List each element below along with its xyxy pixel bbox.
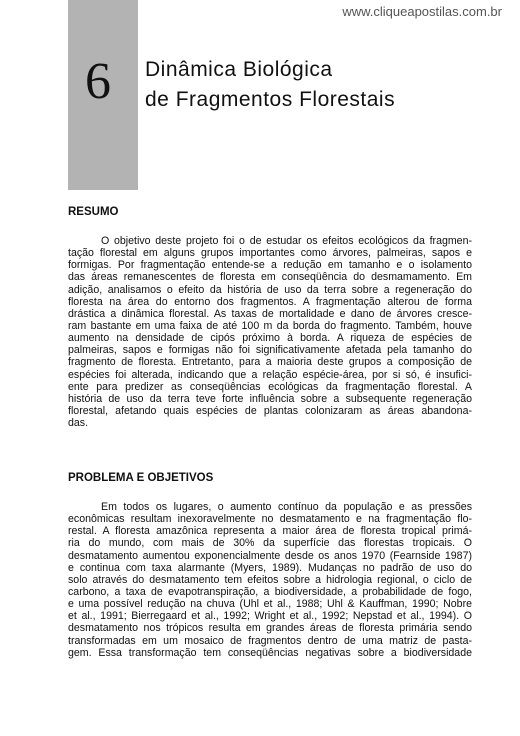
text-line: et al., 1991; Bierregaard et al., 1992; Wright et al., 1992; Nepstad et al., 1994). O [68,610,472,623]
text-line: das áreas remanescentes de floresta em conseqüência do desmamamento. Em [68,271,472,284]
text-line: e continua com taxa alarmante (Myers, 1989). Mudanças no padrão de uso do [68,561,472,574]
text-line: drástica a dinâmica florestal. As taxas de mortalidade e dano de árvores cresce- [68,307,472,320]
problema-paragraph [68,501,472,659]
text-line: palmeiras, sapos e formigas não foi significativamente afetada pela tamanho do [68,344,472,357]
text-line: carbono, a taxa de evapotranspiração, a biodiversidade, a probabilidade de fogo, [68,585,472,598]
text-line: econômicas resultam inexoravelmente no desmatamento e na fragmentação flo- [68,513,472,526]
text-line: ria do mundo, com mais de 30% da superfície das florestas tropicais. O [68,537,472,550]
text-line: florestal, afetando quais espécies de plantas colonizaram as áreas abandona- [68,404,472,417]
text-line: ente para predizer as conseqüências ecológicas da fragmentação florestal. A [68,380,472,393]
text-line: floresta na área do entorno dos fragmentos. A fragmentação alterou de forma [68,295,472,308]
text-line: desmatamento nos trópicos resulta em grandes áreas de floresta primária sendo [68,622,472,635]
text-line: transformadas em um mosaico de fragmentos dentro de uma matriz de pasta- [68,634,472,647]
text-line: adição, analisamos o efeito da história de uso da terra sobre a regeneração do [68,283,472,296]
text-line: O objetivo deste projeto foi o de estudar os efeitos ecológicos da fragmen- [101,235,472,247]
text-line: fragmento de floresta. Entretanto, para a maioria deste grupos a composição de [68,356,472,369]
resumo-heading: RESUMO [68,206,119,218]
text-line: ram bastante em uma faixa de até 100 m da borda do fragmento. Também, houve [68,319,472,332]
text-line: tação florestal em alguns grupos importantes como árvores, palmeiras, sapos e [68,247,472,260]
chapter-title-line: de Fragmentos Florestais [145,88,396,111]
text-line: desmatamento aumentou exponencialmente desde os anos 1970 (Fearnside 1987) [68,549,472,562]
text-line: das. [68,417,89,430]
text-line: restal. A floresta amazônica representa a maior área de floresta tropical primá- [68,525,472,538]
text-line: formigas. Por fragmentação entende-se a redução em tamanho e o isolamento [68,259,472,272]
text-line: gem. Essa transformação tem conseqüências negativas sobre a biodiversidade [68,646,472,659]
text-line: e uma possível redução na chuva (Uhl et al., 1988; Uhl & Kauffman, 1990; Nobre [68,598,472,611]
text-line: aumento na densidade de cipós próximo à borda. A riqueza de espécies de [68,332,472,345]
text-line: história de uso da terra teve forte influência sobre a subsequente regeneração [68,392,472,405]
chapter-title-line: Dinâmica Biológica [145,58,333,81]
text-line: espécies foi alterada, indicando que a relação espécie-área, por si só, é insufici- [68,368,472,381]
chapter-number: 6 [85,53,111,110]
text-line: solo através do desmatamento tem efeitos sobre a hidrologia regional, o ciclo de [68,573,472,586]
resumo-paragraph [68,235,472,429]
problema-heading: PROBLEMA E OBJETIVOS [68,472,214,484]
text-line: Em todos os lugares, o aumento contínuo da população e as pressões [101,501,472,513]
chapter-title [145,55,395,115]
watermark-url: www.cliqueapostilas.com.br [342,4,502,19]
